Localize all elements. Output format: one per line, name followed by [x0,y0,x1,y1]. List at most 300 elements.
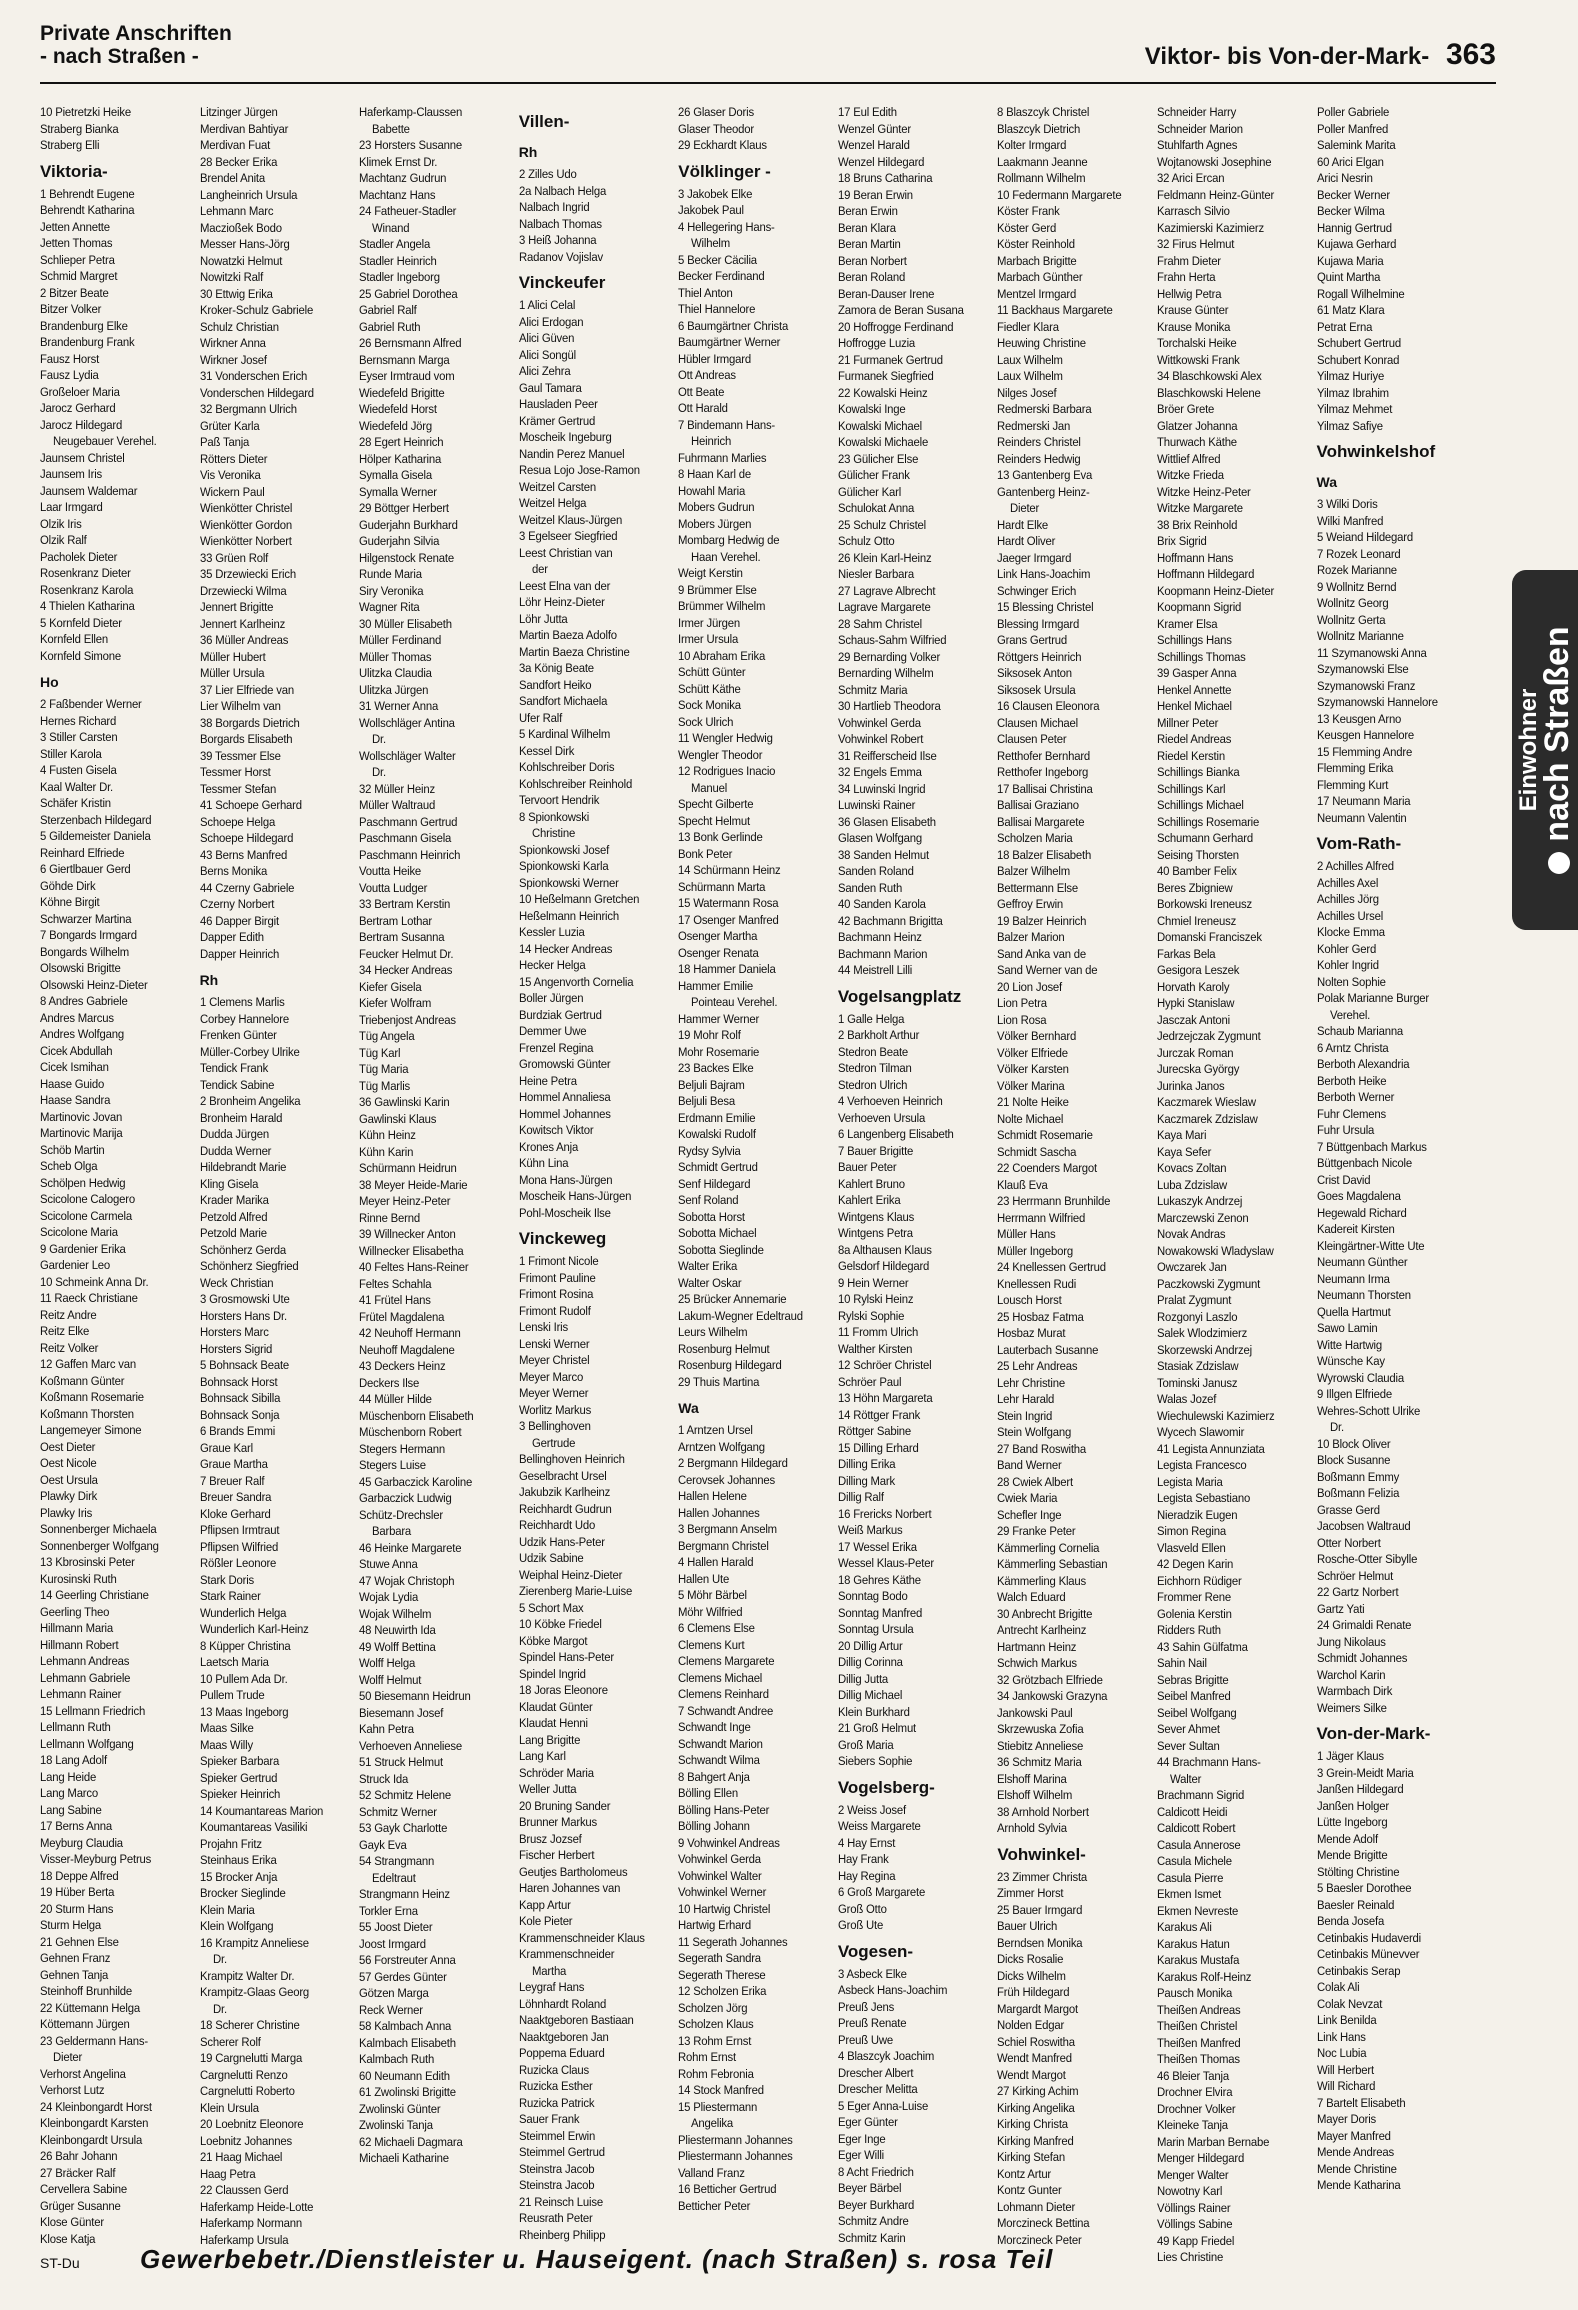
resident-entry: Tüg Marlis [359,1078,411,1093]
resident-entry: 1 Clemens Marlis [199,995,285,1009]
resident-entry: Beljuli Besa [678,1094,736,1108]
resident-entry: Olzik Ralf [40,533,87,547]
resident-entry: 16 Betticher Gertrud [678,2182,777,2196]
resident-entry: Müschenborn Elisabeth [359,1408,474,1423]
resident-entry: 54 Strangmann [359,1854,435,1868]
resident-entry: 8 Spionkowski [518,809,589,824]
resident-entry: 22 Claussen Gerd [199,2183,288,2197]
resident-entry: Krampitz-Glaas Georg [199,1985,309,1999]
resident-entry: Schoepe Hildegard [199,831,293,845]
resident-entry: Asbeck Hans-Joachim [837,1983,948,1997]
resident-entry: Löhr Jutta [518,611,568,626]
resident-entry: Cicek Ismihan [40,1060,109,1074]
resident-entry: 26 Glaser Doris [678,105,755,119]
resident-entry: Stiller Karola [40,746,102,761]
resident-entry: 3 Grein-Meidt Maria [1316,1765,1414,1780]
resident-entry: Meyer Werner [518,1386,589,1400]
resident-entry: Link Benilda [1316,2013,1377,2027]
resident-entry: 1 Galle Helga [837,1011,905,1026]
resident-entry: Gertrude [531,1435,575,1450]
resident-entry: Beran Roland [837,270,905,284]
resident-entry: Heinrich [691,434,732,448]
resident-entry: Stegers Luise [359,1458,427,1472]
resident-entry: Gromowski Günter [518,1057,611,1071]
resident-entry: Erdmann Emilie [678,1110,756,1125]
resident-entry: Martin Baeza Christine [518,644,630,659]
resident-entry: Klaudat Henni [518,1716,588,1730]
resident-entry: Schütt Günter [678,665,746,679]
resident-entry: Köbke Margot [518,1633,588,1648]
resident-entry: Ekmen Ismet [1156,1887,1222,1901]
resident-entry: Segerath Therese [678,1967,766,1982]
resident-entry: 10 Schmeink Anna Dr. [40,1274,149,1289]
resident-entry: Maas Willy [199,1737,253,1752]
resident-entry: 29 Bernarding Volker [837,649,940,664]
resident-entry: 38 Sanden Helmut [837,847,929,862]
resident-entry: Wunderlich Karl-Heinz [199,1622,309,1636]
resident-entry: 29 Böttger Herbert [359,501,450,515]
resident-entry: 3 Heiß Johanna [518,233,597,247]
resident-entry: 62 Michaeli Dagmara [359,2134,463,2149]
resident-entry: Thiel Hannelore [678,302,756,316]
resident-entry: Cervellera Sabine [40,2182,127,2196]
resident-entry: Wehres-Schott Ulrike [1316,1403,1420,1418]
resident-entry: Hardt Oliver [997,534,1056,548]
resident-entry: Plawky Dirk [40,1489,98,1503]
resident-entry: Wilhelm [691,236,731,250]
resident-entry: Sonntag Bodo [837,1589,908,1603]
resident-entry: Dapper Edith [199,930,264,944]
resident-entry: Ott Harald [678,401,729,415]
resident-entry: Udzik Sabine [518,1551,584,1565]
resident-entry: Lauterbach Susanne [997,1342,1099,1357]
resident-entry: Bergmann Christel [678,1538,769,1553]
resident-entry: 27 Bräcker Ralf [40,2165,116,2180]
resident-entry: 24 Kleinbongardt Horst [40,2099,152,2114]
resident-entry: Vonderschen Hildegard [199,385,314,400]
resident-entry: Olsowski Heinz-Dieter [40,977,148,992]
resident-entry: 6 Groß Margarete [837,1885,925,1899]
resident-entry: Jaunsem Waldemar [40,483,138,498]
resident-entry: 7 Büttgenbach Markus [1316,1139,1427,1154]
resident-entry: Ballisai Margarete [997,814,1085,829]
resident-entry: Haag Petra [199,2166,256,2181]
resident-entry: Pausch Monika [1156,1986,1233,2000]
resident-entry: 3 Grosmowski Ute [199,1292,290,1306]
resident-entry: Pullem Trude [199,1688,265,1702]
resident-entry: Voutta Ludger [359,880,428,895]
resident-entry: Sonntag Manfred [837,1605,922,1620]
resident-entry: Dr. [372,765,387,779]
resident-entry: Kowitsch Viktor [518,1123,594,1137]
resident-entry: Reinders Hedwig [997,451,1081,466]
resident-entry: 10 Block Oliver [1316,1436,1390,1451]
resident-entry: Stedron Tilman [837,1061,912,1075]
resident-entry: 10 Pietretzki Heike [40,105,131,119]
resident-entry: Schmidt Gertrud [678,1160,758,1174]
resident-entry: Kalmbach Elisabeth [359,2035,456,2050]
resident-entry: 6 Langenberg Elisabeth [837,1127,954,1141]
resident-entry: Zierenberg Marie-Luise [518,1584,632,1598]
resident-entry: Steinhoff Brunhilde [40,1984,133,1998]
resident-entry: 46 Heinke Margarete [359,1540,462,1555]
resident-entry: Paschmann Gisela [359,831,452,845]
resident-entry: Preuß Jens [837,1999,894,2014]
resident-entry: Legista Maria [1156,1474,1223,1489]
side-tab [1512,570,1578,930]
resident-entry: Martha [531,1963,566,1978]
resident-entry: Rinne Bernd [359,1210,421,1225]
resident-entry: Rößler Leonore [199,1556,276,1570]
resident-entry: 2 Bitzer Beate [40,285,109,300]
resident-entry: 2a Nalbach Helga [518,183,606,198]
resident-entry: Müller Ingeborg [997,1243,1074,1258]
resident-entry: 44 Müller Hilde [359,1392,432,1406]
resident-entry: 14 Geerling Christiane [40,1588,149,1602]
resident-entry: Kirking Angelika [997,2100,1076,2115]
resident-entry: 23 Herrmann Brunhilde [997,1194,1111,1208]
resident-entry: Hegewald Richard [1316,1205,1407,1220]
resident-entry: 32 Engels Emma [837,765,922,779]
resident-entry: 9 Vohwinkel Andreas [678,1835,780,1850]
resident-entry: Glatzer Johanna [1156,418,1238,433]
street-heading: Vohwinkel- [997,1844,1086,1864]
resident-entry: 10 Hartwig Christel [678,1901,771,1916]
resident-entry: Hillmann Robert [40,1637,119,1652]
resident-entry: 18 Gehres Käthe [837,1572,921,1587]
resident-entry: Clemens Margarete [678,1654,775,1668]
resident-entry: Gabriel Ruth [359,319,421,334]
resident-entry: Moscheik Hans-Jürgen [518,1189,631,1203]
resident-entry: Reinders Christel [997,435,1082,449]
resident-entry: 49 Wolff Bettina [359,1639,436,1654]
resident-entry: Lang Marco [40,1786,98,1800]
resident-entry: Glaser Theodor [678,121,755,136]
resident-entry: Mona Hans-Jürgen [518,1172,613,1187]
resident-entry: 56 Forstreuter Anna [359,1953,456,1967]
resident-entry: Jacobsen Waltraud [1316,1519,1410,1533]
resident-entry: Jakubzik Karlheinz [518,1485,610,1499]
resident-entry: Stark Rainer [199,1589,261,1603]
resident-entry: 39 Willnecker Anton [359,1227,456,1241]
street-heading: Vogelsberg- [837,1777,935,1797]
resident-entry: Meyer Christel [518,1353,590,1367]
resident-entry: Schulz Otto [837,534,895,548]
resident-entry: Nowitzki Ralf [199,270,263,284]
resident-entry: 32 Müller Heinz [359,781,436,796]
resident-entry: 4 Fusten Gisela [40,763,117,777]
resident-entry: Alici Güven [518,331,574,345]
resident-entry: Langheinrich Ursula [199,187,297,202]
resident-entry: Völker Karsten [997,1062,1070,1076]
resident-entry: Arntzen Wolfgang [678,1439,766,1454]
resident-entry: Schaub Marianna [1316,1024,1403,1038]
resident-entry: 8 Haan Karl de [678,467,752,481]
resident-entry: Schillings Hans [1156,633,1232,647]
resident-entry: Nolden Edgar [997,2018,1065,2032]
resident-entry: Martinovic Jovan [40,1109,123,1124]
resident-entry: Sand Werner van de [997,963,1098,977]
resident-entry: 20 Lion Josef [997,979,1063,994]
resident-entry: Schillings Bianka [1156,765,1240,779]
resident-entry: Ruzicka Esther [518,2079,593,2093]
resident-entry: Guderjahn Burkhard [359,517,458,532]
resident-entry: Löhr Heinz-Dieter [518,595,605,609]
resident-entry: 10 Heßelmann Gretchen [518,892,639,906]
resident-entry: Hoffmann Hans [1156,550,1234,565]
resident-entry: 12 Schröer Christel [837,1358,932,1372]
resident-entry: Hartwig Erhard [678,1918,752,1932]
resident-entry: Ruzicka Claus [518,2062,589,2077]
resident-entry: 8 Andres Gabriele [40,994,128,1008]
resident-entry: 18 Joras Eleonore [518,1683,608,1697]
resident-entry: 14 Röttger Frank [837,1407,920,1422]
resident-entry: Dudda Jürgen [199,1127,269,1141]
resident-entry: Boßmann Felizia [1316,1486,1399,1500]
resident-entry: Vis Veronika [199,468,261,482]
resident-entry: Haan Verehel. [691,549,761,564]
resident-entry: 3 Wilki Doris [1316,497,1378,511]
resident-entry: Bohnsack Sonja [199,1407,279,1422]
resident-entry: Breuer Sandra [199,1490,271,1504]
resident-entry: 13 Rohm Ernst [678,2033,752,2048]
resident-entry: 5 Bohnsack Beate [199,1358,289,1372]
resident-entry: Frahn Herta [1156,270,1216,284]
resident-entry: Klein Wolfgang [199,1919,274,1933]
resident-entry: Kohler Ingrid [1316,958,1379,972]
resident-entry: 30 Hartlieb Theodora [837,699,941,713]
resident-entry: 25 Schulz Christel [837,517,926,532]
resident-entry: Schwinger Erich [997,583,1077,598]
resident-entry: Brix Sigrid [1156,534,1207,548]
resident-entry: Jurinka Janos [1156,1078,1225,1093]
resident-entry: Koßmann Rosemarie [40,1390,144,1404]
resident-entry: Walter [1169,1771,1202,1786]
resident-entry: Horsters Sigrid [199,1341,272,1356]
resident-entry: Weiß Markus [837,1523,903,1537]
resident-entry: Senf Hildegard [678,1176,751,1191]
resident-entry: Brachmann Sigrid [1156,1788,1245,1802]
resident-entry: Weiphal Heinz-Dieter [518,1567,622,1582]
resident-entry: Bitzer Volker [40,302,102,316]
resident-entry: 3 Bellinghoven [518,1419,591,1433]
resident-entry: Lang Karl [518,1749,566,1763]
resident-entry: Ulitzka Jürgen [359,682,429,697]
resident-entry: Schulz Christian [199,319,279,334]
resident-entry: 36 Müller Andreas [199,633,288,647]
resident-entry: Rozgonyi Laszlo [1156,1309,1238,1324]
resident-entry: Leest Christian van [518,545,613,560]
resident-entry: Pointeau Verehel. [691,995,778,1009]
resident-entry: 14 Stock Manfred [678,2083,765,2097]
resident-entry: 18 Deppe Alfred [40,1868,119,1883]
resident-entry: Ulitzka Claudia [359,666,432,680]
resident-entry: 38 Borgards Dietrich [199,715,300,730]
resident-entry: Balzer Marion [997,930,1065,944]
resident-entry: Steimmel Erwin [518,2128,595,2143]
resident-entry: Koumantareas Vasiliki [199,1820,307,1834]
resident-entry: Legista Francesco [1156,1458,1247,1472]
resident-entry: Göhde Dirk [40,878,96,893]
resident-entry: Vohwinkel Gerda [678,1852,762,1866]
resident-entry: Tessmer Stefan [199,781,276,796]
resident-entry: 37 Lier Elfriede van [199,682,294,697]
resident-entry: Walter Erika [678,1259,738,1273]
resident-entry: Irmer Ursula [678,632,739,646]
resident-entry: 38 Meyer Heide-Marie [359,1177,468,1192]
resident-entry: Jankowski Paul [997,1705,1073,1720]
resident-entry: Kahn Petra [359,1722,414,1736]
resident-entry: Fischer Herbert [518,1848,595,1862]
resident-entry: 18 Scherer Christine [199,2018,300,2032]
resident-entry: Preuß Renate [837,2016,907,2030]
resident-entry: Koßmann Günter [40,1373,125,1388]
resident-entry: Lenski Werner [518,1336,590,1351]
resident-entry: Kazimierski Kazimierz [1156,220,1264,235]
resident-entry: 16 Krampitz Anneliese [199,1935,309,1950]
resident-entry: Nolten Sophie [1316,974,1386,989]
resident-entry: Zwolinski Tanja [359,2118,433,2132]
resident-entry: 28 Cwiek Albert [997,1474,1074,1489]
resident-entry: Berboth Heike [1316,1073,1386,1088]
resident-entry: 12 Scholzen Erika [678,1984,767,1998]
resident-entry: 29 Franke Peter [997,1524,1076,1538]
resident-entry: Jurczak Roman [1156,1045,1234,1060]
resident-entry: Wenzel Hildegard [837,154,925,169]
resident-entry: 51 Struck Helmut [359,1755,444,1769]
resident-entry: Verhorst Angelina [40,2066,126,2081]
resident-entry: Colak Ali [1316,1980,1359,1994]
resident-entry: Bauer Peter [837,1160,897,1174]
resident-entry: Drochner Elvira [1156,2085,1233,2099]
resident-entry: Rydsy Sylvia [678,1143,741,1158]
resident-entry: Worlitz Markus [518,1402,591,1417]
resident-entry: Senf Roland [678,1193,739,1207]
resident-entry: Horvath Karoly [1156,979,1230,994]
resident-entry: Gardenier Leo [40,1258,111,1272]
resident-entry: Sand Anka van de [997,946,1087,961]
resident-entry: Wiedefeld Jörg [359,418,433,433]
resident-entry: 10 Köbke Friedel [518,1617,602,1631]
resident-entry: 2 Zilles Udo [518,167,577,181]
street-heading: Vom-Rath- [1316,834,1402,853]
resident-entry: Dieter [53,2050,83,2064]
resident-entry: Mobers Jürgen [678,516,752,531]
resident-entry: Flemming Kurt [1316,777,1388,792]
resident-entry: Henkel Michael [1156,699,1232,713]
resident-entry: Kornfeld Ellen [40,632,108,646]
resident-entry: Balzer Wilhelm [997,864,1071,878]
resident-entry: Kaya Sefer [1156,1144,1212,1159]
resident-entry: Wollnitz Marianne [1316,629,1404,643]
resident-entry: Jarocz Gerhard [40,401,116,415]
resident-entry: 13 Höhn Margareta [837,1391,933,1405]
resident-entry: Hay Regina [837,1868,896,1883]
resident-entry: Hallen Johannes [678,1505,760,1520]
resident-entry: Vohwinkel Gerda [837,715,921,730]
section-title [40,22,232,68]
resident-entry: Walas Jozef [1156,1392,1217,1406]
resident-entry: Sobotta Michael [678,1226,757,1240]
resident-entry: 23 Gülicher Else [837,451,918,466]
resident-entry: 60 Arici Elgan [1316,154,1384,169]
resident-entry: 24 Knellessen Gertrud [997,1260,1107,1274]
resident-entry: Ekmen Nevreste [1156,1903,1239,1918]
resident-entry: Bohnsack Sibilla [199,1391,280,1405]
resident-entry: 2 Bronheim Angelika [199,1094,301,1108]
resident-entry: Kalmbach Ruth [359,2052,435,2066]
resident-entry: Nalbach Ingrid [518,200,590,214]
resident-entry: Niesler Barbara [837,567,914,581]
resident-entry: Rosenkranz Dieter [40,566,131,580]
resident-entry: Laetsch Maria [199,1655,269,1669]
resident-entry: Scicolone Carmela [40,1208,132,1223]
resident-entry: 5 Eger Anna-Luise [837,2098,928,2113]
street-heading: Vohwinkelshof [1316,442,1436,461]
resident-entry: Spieker Gertrud [199,1770,277,1785]
resident-entry: Stadler Ingeborg [359,270,440,284]
resident-entry: Büttgenbach Nicole [1316,1156,1412,1170]
resident-entry: Hausladen Peer [518,397,598,411]
resident-entry: 2 Faßbender Werner [40,697,142,711]
resident-entry: Oest Ursula [40,1472,98,1487]
resident-entry: Lion Rosa [997,1012,1047,1027]
resident-entry: Haase Sandra [40,1093,111,1107]
resident-entry: Sturm Helga [40,1918,101,1932]
resident-entry: Pacholek Dieter [40,549,118,564]
resident-entry: Bröer Grete [1156,402,1215,416]
resident-entry: 36 Glasen Elisabeth [837,814,936,829]
resident-entry: Kaal Walter Dr. [40,779,114,794]
resident-entry: Wunderlich Helga [199,1605,286,1620]
resident-entry: Mende Andreas [1316,2145,1394,2159]
resident-entry: Dilling Erika [837,1457,896,1471]
resident-entry: 15 Watermann Rosa [678,896,779,910]
resident-entry: Merdivan Fuat [199,138,270,152]
resident-entry: 28 Becker Erika [199,154,277,169]
resident-entry: Andres Wolfgang [40,1027,124,1041]
resident-entry: 2 Achilles Alfred [1316,859,1394,873]
directory-column [1156,104,1311,2264]
resident-entry: Kühn Lina [518,1156,569,1170]
resident-entry: Witzke Frieda [1156,468,1224,482]
directory-column [518,104,673,2242]
resident-entry: Neumann Thorsten [1316,1288,1411,1302]
resident-entry: Gabriel Ralf [359,303,417,317]
resident-entry: Hübler Irmgard [678,351,752,366]
resident-entry: 8 Küpper Christina [199,1638,291,1653]
resident-entry: Boßmann Emmy [1316,1469,1399,1484]
resident-entry: Weiss Margarete [837,1819,921,1833]
resident-entry: 29 Eckhardt Klaus [678,138,768,152]
street-heading: Ho [40,674,59,690]
resident-entry: 1 Frimont Nicole [518,1254,599,1268]
resident-entry: 6 Arntz Christa [1316,1040,1389,1055]
resident-entry: Siebers Sophie [837,1754,913,1768]
resident-entry: Salemink Marita [1316,138,1395,152]
resident-entry: Brümmer Wilhelm [678,599,766,613]
resident-entry: Kaczmarek Zdzislaw [1156,1111,1258,1126]
resident-entry: Kowalski Michaele [837,435,928,449]
resident-entry: 22 Kowalski Heinz [837,385,928,400]
resident-entry: Feldmann Heinz-Günter [1156,187,1274,202]
resident-entry: 2 Bergmann Hildegard [678,1456,788,1470]
resident-entry: Kämmerling Klaus [997,1573,1087,1588]
resident-entry: Messer Hans-Jörg [199,237,290,251]
resident-entry: Groß Otto [837,1901,887,1916]
resident-entry: Dr. [372,732,387,746]
resident-entry: Sock Ulrich [678,714,734,729]
